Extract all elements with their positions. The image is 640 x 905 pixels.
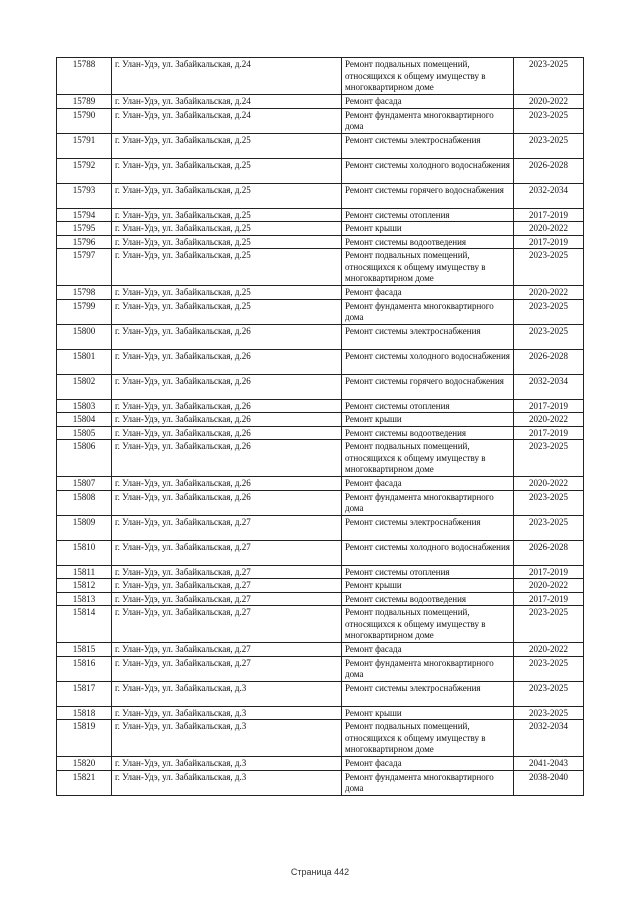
row-address: г. Улан-Удэ, ул. Забайкальская, д.25 bbox=[112, 222, 342, 236]
row-number: 15802 bbox=[57, 374, 112, 399]
row-work-type: Ремонт подвальных помещений, относящихся к общему имуществу в многоквартирном доме bbox=[342, 606, 514, 643]
row-work-type: Ремонт системы электроснабжения bbox=[342, 681, 514, 706]
table-row bbox=[57, 579, 584, 593]
row-period: 2023-2025 bbox=[514, 681, 584, 706]
row-work-type: Ремонт фундамента многоквартирного дома bbox=[342, 108, 514, 133]
row-period: 2017-2019 bbox=[514, 426, 584, 440]
row-address: г. Улан-Удэ, ул. Забайкальская, д.25 bbox=[112, 249, 342, 286]
row-number: 15803 bbox=[57, 399, 112, 413]
row-work-type: Ремонт фундамента многоквартирного дома bbox=[342, 490, 514, 515]
row-number: 15788 bbox=[57, 58, 112, 95]
row-address: г. Улан-Удэ, ул. Забайкальская, д.25 bbox=[112, 235, 342, 249]
row-work-type: Ремонт системы водоотведения bbox=[342, 426, 514, 440]
table-row bbox=[57, 490, 584, 515]
row-address: г. Улан-Удэ, ул. Забайкальская, д.27 bbox=[112, 579, 342, 593]
row-number: 15804 bbox=[57, 413, 112, 427]
row-work-type: Ремонт системы электроснабжения bbox=[342, 133, 514, 158]
row-work-type: Ремонт системы отопления bbox=[342, 208, 514, 222]
row-address: г. Улан-Удэ, ул. Забайкальская, д.26 bbox=[112, 477, 342, 491]
table-body bbox=[57, 58, 584, 796]
row-period: 2023-2025 bbox=[514, 324, 584, 349]
table-row bbox=[57, 249, 584, 286]
row-period: 2026-2028 bbox=[514, 349, 584, 374]
row-number: 15810 bbox=[57, 540, 112, 565]
row-number: 15813 bbox=[57, 592, 112, 606]
row-work-type: Ремонт фасада bbox=[342, 643, 514, 657]
row-work-type: Ремонт крыши bbox=[342, 579, 514, 593]
row-work-type: Ремонт фасада bbox=[342, 286, 514, 300]
row-address: г. Улан-Удэ, ул. Забайкальская, д.27 bbox=[112, 643, 342, 657]
row-period: 2017-2019 bbox=[514, 399, 584, 413]
row-address: г. Улан-Удэ, ул. Забайкальская, д.27 bbox=[112, 592, 342, 606]
row-work-type: Ремонт системы отопления bbox=[342, 565, 514, 579]
row-address: г. Улан-Удэ, ул. Забайкальская, д.3 bbox=[112, 681, 342, 706]
row-address: г. Улан-Удэ, ул. Забайкальская, д.3 bbox=[112, 720, 342, 757]
row-number: 15801 bbox=[57, 349, 112, 374]
row-address: г. Улан-Удэ, ул. Забайкальская, д.25 bbox=[112, 183, 342, 208]
row-period: 2017-2019 bbox=[514, 235, 584, 249]
table-row bbox=[57, 606, 584, 643]
table-row bbox=[57, 183, 584, 208]
table-row bbox=[57, 565, 584, 579]
row-period: 2032-2034 bbox=[514, 183, 584, 208]
row-period: 2017-2019 bbox=[514, 208, 584, 222]
row-address: г. Улан-Удэ, ул. Забайкальская, д.26 bbox=[112, 440, 342, 477]
row-address: г. Улан-Удэ, ул. Забайкальская, д.27 bbox=[112, 606, 342, 643]
row-work-type: Ремонт системы электроснабжения bbox=[342, 515, 514, 540]
row-address: г. Улан-Удэ, ул. Забайкальская, д.26 bbox=[112, 374, 342, 399]
row-address: г. Улан-Удэ, ул. Забайкальская, д.25 bbox=[112, 158, 342, 183]
row-number: 15795 bbox=[57, 222, 112, 236]
page-number: Страница 442 bbox=[290, 867, 350, 877]
table-row bbox=[57, 222, 584, 236]
table-row bbox=[57, 299, 584, 324]
table-row bbox=[57, 235, 584, 249]
row-number: 15809 bbox=[57, 515, 112, 540]
row-work-type: Ремонт фасада bbox=[342, 477, 514, 491]
table-row bbox=[57, 399, 584, 413]
row-address: г. Улан-Удэ, ул. Забайкальская, д.25 bbox=[112, 299, 342, 324]
row-address: г. Улан-Удэ, ул. Забайкальская, д.24 bbox=[112, 108, 342, 133]
row-work-type: Ремонт системы горячего водоснабжения bbox=[342, 374, 514, 399]
table-row bbox=[57, 770, 584, 795]
row-period: 2023-2025 bbox=[514, 606, 584, 643]
row-period: 2041-2043 bbox=[514, 757, 584, 771]
table-row bbox=[57, 108, 584, 133]
row-work-type: Ремонт системы электроснабжения bbox=[342, 324, 514, 349]
row-number: 15792 bbox=[57, 158, 112, 183]
row-work-type: Ремонт крыши bbox=[342, 222, 514, 236]
row-period: 2023-2025 bbox=[514, 58, 584, 95]
row-period: 2023-2025 bbox=[514, 299, 584, 324]
row-address: г. Улан-Удэ, ул. Забайкальская, д.3 bbox=[112, 757, 342, 771]
table-row bbox=[57, 133, 584, 158]
row-number: 15821 bbox=[57, 770, 112, 795]
row-period: 2023-2025 bbox=[514, 440, 584, 477]
row-work-type: Ремонт фундамента многоквартирного дома bbox=[342, 656, 514, 681]
row-period: 2023-2025 bbox=[514, 706, 584, 720]
table-row bbox=[57, 58, 584, 95]
row-number: 15805 bbox=[57, 426, 112, 440]
row-period: 2020-2022 bbox=[514, 477, 584, 491]
table-row bbox=[57, 413, 584, 427]
row-number: 15818 bbox=[57, 706, 112, 720]
table-row bbox=[57, 720, 584, 757]
table-row bbox=[57, 477, 584, 491]
row-number: 15789 bbox=[57, 95, 112, 109]
row-period: 2023-2025 bbox=[514, 515, 584, 540]
table-row bbox=[57, 95, 584, 109]
row-period: 2020-2022 bbox=[514, 579, 584, 593]
row-work-type: Ремонт фасада bbox=[342, 95, 514, 109]
row-address: г. Улан-Удэ, ул. Забайкальская, д.27 bbox=[112, 540, 342, 565]
row-number: 15796 bbox=[57, 235, 112, 249]
row-period: 2020-2022 bbox=[514, 643, 584, 657]
row-address: г. Улан-Удэ, ул. Забайкальская, д.26 bbox=[112, 324, 342, 349]
row-work-type: Ремонт фасада bbox=[342, 757, 514, 771]
row-address: г. Улан-Удэ, ул. Забайкальская, д.24 bbox=[112, 58, 342, 95]
row-work-type: Ремонт подвальных помещений, относящихся к общему имуществу в многоквартирном доме bbox=[342, 440, 514, 477]
registry-sheet bbox=[56, 57, 583, 796]
row-period: 2020-2022 bbox=[514, 286, 584, 300]
row-period: 2032-2034 bbox=[514, 720, 584, 757]
row-number: 15816 bbox=[57, 656, 112, 681]
row-address: г. Улан-Удэ, ул. Забайкальская, д.26 bbox=[112, 490, 342, 515]
row-number: 15814 bbox=[57, 606, 112, 643]
row-work-type: Ремонт подвальных помещений, относящихся к общему имуществу в многоквартирном доме bbox=[342, 58, 514, 95]
row-address: г. Улан-Удэ, ул. Забайкальская, д.25 bbox=[112, 133, 342, 158]
row-work-type: Ремонт системы водоотведения bbox=[342, 235, 514, 249]
row-period: 2038-2040 bbox=[514, 770, 584, 795]
row-period: 2017-2019 bbox=[514, 592, 584, 606]
row-period: 2023-2025 bbox=[514, 656, 584, 681]
row-work-type: Ремонт системы горячего водоснабжения bbox=[342, 183, 514, 208]
repair-schedule-table bbox=[56, 57, 584, 796]
row-address: г. Улан-Удэ, ул. Забайкальская, д.27 bbox=[112, 656, 342, 681]
row-work-type: Ремонт системы холодного водоснабжения bbox=[342, 349, 514, 374]
row-number: 15811 bbox=[57, 565, 112, 579]
table-row bbox=[57, 349, 584, 374]
row-number: 15806 bbox=[57, 440, 112, 477]
row-period: 2023-2025 bbox=[514, 133, 584, 158]
row-period: 2026-2028 bbox=[514, 158, 584, 183]
row-period: 2026-2028 bbox=[514, 540, 584, 565]
row-work-type: Ремонт фундамента многоквартирного дома bbox=[342, 770, 514, 795]
table-row bbox=[57, 540, 584, 565]
row-work-type: Ремонт подвальных помещений, относящихся к общему имуществу в многоквартирном доме bbox=[342, 249, 514, 286]
row-number: 15817 bbox=[57, 681, 112, 706]
row-period: 2020-2022 bbox=[514, 222, 584, 236]
row-number: 15812 bbox=[57, 579, 112, 593]
row-address: г. Улан-Удэ, ул. Забайкальская, д.26 bbox=[112, 349, 342, 374]
row-number: 15808 bbox=[57, 490, 112, 515]
row-work-type: Ремонт фундамента многоквартирного дома bbox=[342, 299, 514, 324]
table-row bbox=[57, 757, 584, 771]
row-number: 15815 bbox=[57, 643, 112, 657]
table-row bbox=[57, 286, 584, 300]
table-row bbox=[57, 706, 584, 720]
row-number: 15807 bbox=[57, 477, 112, 491]
row-address: г. Улан-Удэ, ул. Забайкальская, д.27 bbox=[112, 565, 342, 579]
row-address: г. Улан-Удэ, ул. Забайкальская, д.25 bbox=[112, 208, 342, 222]
row-period: 2020-2022 bbox=[514, 413, 584, 427]
table-row bbox=[57, 515, 584, 540]
table-row bbox=[57, 656, 584, 681]
row-number: 15820 bbox=[57, 757, 112, 771]
row-number: 15793 bbox=[57, 183, 112, 208]
row-work-type: Ремонт системы водоотведения bbox=[342, 592, 514, 606]
row-work-type: Ремонт крыши bbox=[342, 706, 514, 720]
row-number: 15791 bbox=[57, 133, 112, 158]
table-row bbox=[57, 374, 584, 399]
row-number: 15794 bbox=[57, 208, 112, 222]
table-row bbox=[57, 208, 584, 222]
row-number: 15799 bbox=[57, 299, 112, 324]
row-work-type: Ремонт системы холодного водоснабжения bbox=[342, 540, 514, 565]
row-work-type: Ремонт крыши bbox=[342, 413, 514, 427]
row-work-type: Ремонт подвальных помещений, относящихся к общему имуществу в многоквартирном доме bbox=[342, 720, 514, 757]
row-work-type: Ремонт системы отопления bbox=[342, 399, 514, 413]
row-address: г. Улан-Удэ, ул. Забайкальская, д.24 bbox=[112, 95, 342, 109]
row-address: г. Улан-Удэ, ул. Забайкальская, д.3 bbox=[112, 706, 342, 720]
table-row bbox=[57, 440, 584, 477]
table-row bbox=[57, 681, 584, 706]
table-row bbox=[57, 643, 584, 657]
row-address: г. Улан-Удэ, ул. Забайкальская, д.26 bbox=[112, 426, 342, 440]
row-period: 2020-2022 bbox=[514, 95, 584, 109]
row-period: 2023-2025 bbox=[514, 490, 584, 515]
row-address: г. Улан-Удэ, ул. Забайкальская, д.27 bbox=[112, 515, 342, 540]
table-row bbox=[57, 324, 584, 349]
table-row bbox=[57, 158, 584, 183]
row-period: 2023-2025 bbox=[514, 108, 584, 133]
row-period: 2023-2025 bbox=[514, 249, 584, 286]
row-number: 15798 bbox=[57, 286, 112, 300]
row-period: 2032-2034 bbox=[514, 374, 584, 399]
row-address: г. Улан-Удэ, ул. Забайкальская, д.25 bbox=[112, 286, 342, 300]
row-period: 2017-2019 bbox=[514, 565, 584, 579]
table-row bbox=[57, 426, 584, 440]
row-number: 15800 bbox=[57, 324, 112, 349]
row-number: 15790 bbox=[57, 108, 112, 133]
row-number: 15819 bbox=[57, 720, 112, 757]
row-number: 15797 bbox=[57, 249, 112, 286]
row-work-type: Ремонт системы холодного водоснабжения bbox=[342, 158, 514, 183]
row-address: г. Улан-Удэ, ул. Забайкальская, д.3 bbox=[112, 770, 342, 795]
table-row bbox=[57, 592, 584, 606]
row-address: г. Улан-Удэ, ул. Забайкальская, д.26 bbox=[112, 399, 342, 413]
row-address: г. Улан-Удэ, ул. Забайкальская, д.26 bbox=[112, 413, 342, 427]
